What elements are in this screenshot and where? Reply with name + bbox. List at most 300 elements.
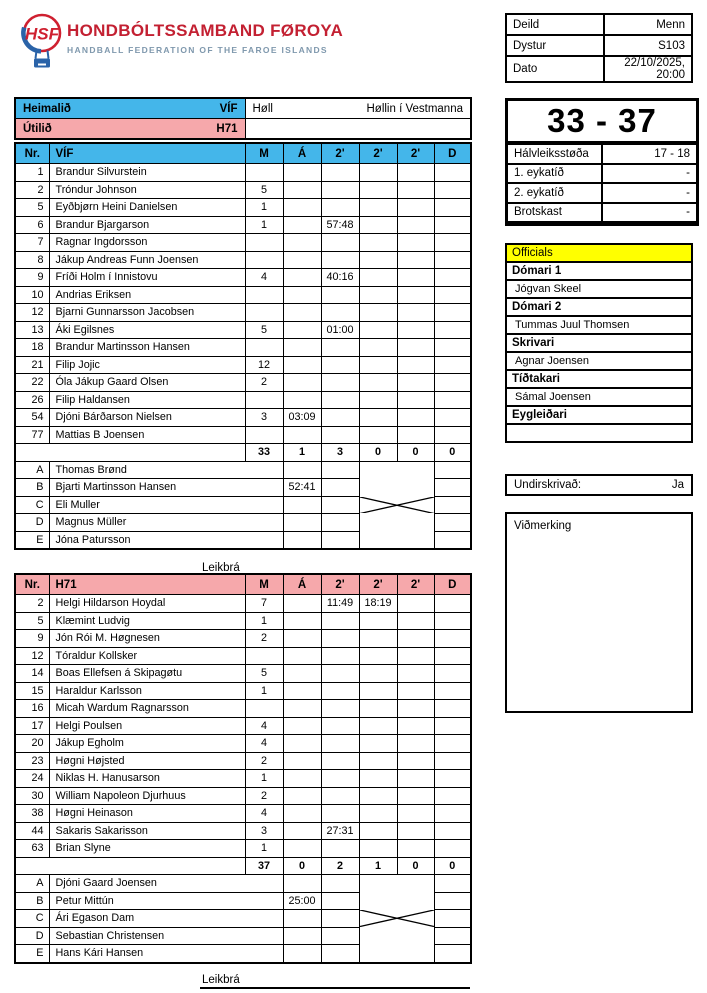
score-detail-rows	[508, 144, 696, 222]
roster-header-row	[15, 574, 471, 595]
goals-cell: 12	[245, 356, 283, 374]
bench-letter: E	[15, 531, 49, 549]
bench-name: Eli Muller	[49, 496, 283, 514]
suspension1-cell	[321, 461, 359, 479]
suspension3-cell	[397, 426, 434, 444]
player-row	[15, 665, 471, 683]
player-name: Fríði Holm í Innistovu	[49, 269, 245, 287]
player-number: 5	[15, 612, 49, 630]
disqualification-cell	[434, 700, 471, 718]
player-name: Áki Egilsnes	[49, 321, 245, 339]
col-header-suspension2: 2'	[359, 574, 397, 595]
totals-spacer	[15, 444, 245, 462]
suspension3-cell	[397, 269, 434, 287]
warning-cell	[283, 927, 321, 945]
player-row	[15, 286, 471, 304]
warning-cell: 25:00	[283, 892, 321, 910]
suspension3-cell	[397, 251, 434, 269]
disqualification-cell	[434, 840, 471, 858]
goals-cell	[245, 286, 283, 304]
player-name: Sakaris Sakarisson	[49, 822, 245, 840]
player-row	[15, 164, 471, 182]
warning-cell	[283, 269, 321, 287]
player-name: Helgi Hildarson Hoydal	[49, 595, 245, 613]
player-row	[15, 805, 471, 823]
suspension3-cell	[397, 181, 434, 199]
suspension1-cell	[321, 700, 359, 718]
official-role-row	[506, 406, 692, 424]
suspension1-cell	[321, 735, 359, 753]
player-row	[15, 391, 471, 409]
warning-cell	[283, 595, 321, 613]
warning-cell	[283, 700, 321, 718]
disqualification-cell	[434, 805, 471, 823]
warning-cell	[283, 531, 321, 549]
col-header-team: H71	[49, 574, 245, 595]
disqualification-cell	[434, 339, 471, 357]
score-box	[505, 98, 699, 226]
player-number: 2	[15, 595, 49, 613]
player-name: Høgni Heinason	[49, 805, 245, 823]
official-role: Tíðtakari	[506, 370, 692, 388]
suspension1-cell	[321, 531, 359, 549]
suspension1-cell	[321, 682, 359, 700]
away-team-label: Útilið	[23, 122, 52, 135]
suspension3-cell	[397, 339, 434, 357]
suspension1-cell	[321, 892, 359, 910]
suspension1-cell	[321, 665, 359, 683]
col-header-warning: Á	[283, 143, 321, 164]
goals-cell: 1	[245, 682, 283, 700]
disqualification-cell	[434, 199, 471, 217]
score-detail-value: -	[602, 203, 696, 223]
home-team-name: VÍF	[219, 102, 238, 115]
disqualification-cell	[434, 822, 471, 840]
bench-letter: B	[15, 892, 49, 910]
goals-cell: 1	[245, 612, 283, 630]
player-row	[15, 682, 471, 700]
total-disqualification: 0	[434, 444, 471, 462]
bench-name: Hans Kári Hansen	[49, 945, 283, 963]
suspension2-cell	[359, 426, 397, 444]
player-number: 30	[15, 787, 49, 805]
suspension3-cell	[397, 840, 434, 858]
official-role: Dómari 2	[506, 298, 692, 316]
player-number: 13	[15, 321, 49, 339]
suspension1-cell	[321, 304, 359, 322]
suspension2-cell	[359, 735, 397, 753]
player-number: 5	[15, 199, 49, 217]
warning-cell	[283, 286, 321, 304]
home-leikbra-label: Leikbrá	[200, 562, 470, 577]
suspension1-cell	[321, 875, 359, 893]
goals-cell	[245, 164, 283, 182]
disqualification-cell	[434, 286, 471, 304]
disqualification-cell	[434, 910, 471, 928]
suspension1-cell: 57:48	[321, 216, 359, 234]
player-row	[15, 840, 471, 858]
player-row	[15, 199, 471, 217]
suspension1-cell	[321, 514, 359, 532]
player-name: Klæmint Ludvig	[49, 612, 245, 630]
player-row	[15, 717, 471, 735]
goals-cell: 4	[245, 269, 283, 287]
disqualification-cell	[434, 735, 471, 753]
col-header-disqualification: D	[434, 574, 471, 595]
col-header-suspension3: 2'	[397, 574, 434, 595]
suspension3-cell	[397, 286, 434, 304]
suspension2-cell	[359, 304, 397, 322]
warning-cell	[283, 875, 321, 893]
suspension3-cell	[397, 234, 434, 252]
official-role: Dómari 1	[506, 262, 692, 280]
warning-cell	[283, 612, 321, 630]
player-row	[15, 339, 471, 357]
warning-cell	[283, 735, 321, 753]
suspension1-cell	[321, 391, 359, 409]
disqualification-cell	[434, 479, 471, 497]
signature-label: Undirskrivað:	[514, 479, 582, 491]
col-header-disqualification: D	[434, 143, 471, 164]
match-info-label: Deild	[506, 14, 604, 35]
official-role-row	[506, 298, 692, 316]
player-name: Ragnar Ingdorsson	[49, 234, 245, 252]
player-number: 18	[15, 339, 49, 357]
suspension3-cell	[397, 199, 434, 217]
disqualification-cell	[434, 321, 471, 339]
match-info-label: Dystur	[506, 35, 604, 56]
hall-name: Høllin í Vestmanna	[366, 102, 463, 115]
score-detail-row	[508, 144, 696, 164]
suspension3-cell	[397, 321, 434, 339]
suspension2-cell: 18:19	[359, 595, 397, 613]
suspension2-cell	[359, 700, 397, 718]
suspension3-cell	[397, 216, 434, 234]
home-roster-table	[14, 142, 472, 550]
disqualification-cell	[434, 461, 471, 479]
official-role: Eygleiðari	[506, 406, 692, 424]
player-name: Tóraldur Kollsker	[49, 647, 245, 665]
crossed-out-cell	[359, 461, 434, 549]
warning-cell	[283, 426, 321, 444]
suspension1-cell	[321, 752, 359, 770]
suspension2-cell	[359, 409, 397, 427]
away-team-row	[15, 119, 471, 140]
score-detail-value: -	[602, 164, 696, 184]
goals-cell: 1	[245, 199, 283, 217]
goals-cell: 2	[245, 752, 283, 770]
bench-letter: A	[15, 461, 49, 479]
disqualification-cell	[434, 391, 471, 409]
player-name: Eyðbjørn Heini Danielsen	[49, 199, 245, 217]
suspension2-cell	[359, 356, 397, 374]
disqualification-cell	[434, 514, 471, 532]
disqualification-cell	[434, 665, 471, 683]
suspension2-cell	[359, 321, 397, 339]
suspension1-cell	[321, 426, 359, 444]
player-name: Boas Ellefsen á Skipagøtu	[49, 665, 245, 683]
warning-cell	[283, 630, 321, 648]
away-roster-table	[14, 573, 472, 964]
official-role-row	[506, 262, 692, 280]
warning-cell	[283, 391, 321, 409]
cross-icon	[360, 910, 434, 927]
goals-cell	[245, 426, 283, 444]
remarks-box	[505, 512, 693, 713]
warning-cell	[283, 840, 321, 858]
disqualification-cell	[434, 531, 471, 549]
suspension1-cell	[321, 356, 359, 374]
hall-label: Høll	[252, 102, 273, 115]
suspension2-cell	[359, 339, 397, 357]
player-row	[15, 700, 471, 718]
suspension3-cell	[397, 735, 434, 753]
suspension3-cell	[397, 805, 434, 823]
warning-cell	[283, 496, 321, 514]
warning-cell	[283, 304, 321, 322]
player-name: Helgi Poulsen	[49, 717, 245, 735]
goals-cell	[245, 391, 283, 409]
suspension3-cell	[397, 682, 434, 700]
suspension2-cell	[359, 374, 397, 392]
goals-cell: 5	[245, 321, 283, 339]
disqualification-cell	[434, 356, 471, 374]
total-goals: 37	[245, 857, 283, 875]
warning-cell	[283, 805, 321, 823]
suspension2-cell	[359, 840, 397, 858]
suspension2-cell	[359, 630, 397, 648]
player-row	[15, 770, 471, 788]
official-name-row	[506, 352, 692, 370]
totals-row	[15, 857, 471, 875]
officials-table	[505, 243, 693, 443]
player-row	[15, 356, 471, 374]
player-number: 20	[15, 735, 49, 753]
suspension1-cell	[321, 286, 359, 304]
match-info-value: 22/10/2025, 20:00	[604, 56, 692, 82]
roster-header-row	[15, 143, 471, 164]
player-number: 2	[15, 181, 49, 199]
warning-cell	[283, 822, 321, 840]
bench-letter: C	[15, 910, 49, 928]
player-name: Filip Haldansen	[49, 391, 245, 409]
player-row	[15, 374, 471, 392]
player-number: 38	[15, 805, 49, 823]
player-number: 44	[15, 822, 49, 840]
warning-cell	[283, 181, 321, 199]
goals-cell: 1	[245, 840, 283, 858]
suspension2-cell	[359, 647, 397, 665]
player-name: Bjarni Gunnarsson Jacobsen	[49, 304, 245, 322]
player-row	[15, 216, 471, 234]
goals-cell: 4	[245, 717, 283, 735]
player-row	[15, 595, 471, 613]
official-role: Skrivari	[506, 334, 692, 352]
player-number: 21	[15, 356, 49, 374]
player-number: 16	[15, 700, 49, 718]
total-warning: 0	[283, 857, 321, 875]
official-name: Sámal Joensen	[506, 388, 692, 406]
suspension2-cell	[359, 199, 397, 217]
hall-cell	[245, 98, 471, 119]
col-header-suspension2: 2'	[359, 143, 397, 164]
away-leikbra-label: Leikbrá	[200, 974, 470, 989]
suspension1-cell	[321, 164, 359, 182]
disqualification-cell	[434, 216, 471, 234]
warning-cell	[283, 164, 321, 182]
player-name: Andrias Eriksen	[49, 286, 245, 304]
player-number: 26	[15, 391, 49, 409]
suspension1-cell	[321, 374, 359, 392]
warning-cell	[283, 339, 321, 357]
goals-cell: 5	[245, 665, 283, 683]
disqualification-cell	[434, 304, 471, 322]
player-number: 12	[15, 647, 49, 665]
suspension1-cell	[321, 770, 359, 788]
bench-letter: A	[15, 875, 49, 893]
player-name: Micah Wardum Ragnarsson	[49, 700, 245, 718]
totals-row	[15, 444, 471, 462]
disqualification-cell	[434, 181, 471, 199]
player-number: 23	[15, 752, 49, 770]
player-name: Jákup Egholm	[49, 735, 245, 753]
cross-icon	[360, 497, 434, 514]
col-header-suspension3: 2'	[397, 143, 434, 164]
suspension3-cell	[397, 787, 434, 805]
total-disqualification: 0	[434, 857, 471, 875]
bench-name: Ári Egason Dam	[49, 910, 283, 928]
suspension3-cell	[397, 700, 434, 718]
official-role-row	[506, 334, 692, 352]
match-info-row	[506, 56, 692, 82]
suspension1-cell	[321, 199, 359, 217]
bench-name: Djóni Gaard Joensen	[49, 875, 283, 893]
bench-name: Petur Mittún	[49, 892, 283, 910]
goals-cell: 4	[245, 805, 283, 823]
suspension1-cell	[321, 840, 359, 858]
disqualification-cell	[434, 717, 471, 735]
hsf-logo-icon	[20, 12, 64, 69]
player-row	[15, 612, 471, 630]
suspension2-cell	[359, 216, 397, 234]
suspension2-cell	[359, 234, 397, 252]
signature-value: Ja	[671, 479, 684, 491]
suspension3-cell	[397, 647, 434, 665]
disqualification-cell	[434, 426, 471, 444]
player-row	[15, 752, 471, 770]
suspension3-cell	[397, 770, 434, 788]
warning-cell	[283, 251, 321, 269]
player-name: Jákup Andreas Funn Joensen	[49, 251, 245, 269]
suspension1-cell	[321, 181, 359, 199]
goals-cell: 1	[245, 770, 283, 788]
score-detail-row	[508, 164, 696, 184]
score-detail-label: 1. eykatíð	[508, 164, 602, 184]
match-info-value: Menn	[604, 14, 692, 35]
col-header-suspension1: 2'	[321, 574, 359, 595]
player-number: 10	[15, 286, 49, 304]
col-header-nr: Nr.	[15, 143, 49, 164]
remarks-label: Viðmerking	[514, 520, 572, 532]
col-header-suspension1: 2'	[321, 143, 359, 164]
total-suspension3: 0	[397, 857, 434, 875]
suspension1-cell	[321, 479, 359, 497]
away-leikbra	[14, 974, 470, 989]
away-team-name: H71	[216, 122, 238, 135]
warning-cell	[283, 216, 321, 234]
total-goals: 33	[245, 444, 283, 462]
suspension1-cell	[321, 910, 359, 928]
player-row	[15, 234, 471, 252]
suspension1-cell	[321, 717, 359, 735]
home-team-row	[15, 98, 471, 119]
crossed-out-cell	[359, 875, 434, 963]
teams-header-table	[14, 97, 472, 140]
official-role-row	[506, 370, 692, 388]
player-name: Brandur Bjargarson	[49, 216, 245, 234]
suspension2-cell	[359, 612, 397, 630]
warning-cell	[283, 787, 321, 805]
disqualification-cell	[434, 682, 471, 700]
org-subtitle: HANDBALL FEDERATION OF THE FAROE ISLANDS	[67, 45, 328, 55]
warning-cell	[283, 514, 321, 532]
goals-cell: 4	[245, 735, 283, 753]
bench-name: Magnus Müller	[49, 514, 283, 532]
total-suspension1: 3	[321, 444, 359, 462]
suspension1-cell	[321, 805, 359, 823]
player-number: 9	[15, 630, 49, 648]
suspension3-cell	[397, 612, 434, 630]
player-row	[15, 181, 471, 199]
disqualification-cell	[434, 496, 471, 514]
official-name-row	[506, 280, 692, 298]
disqualification-cell	[434, 945, 471, 963]
disqualification-cell	[434, 752, 471, 770]
bench-letter: B	[15, 479, 49, 497]
player-name: Tróndur Johnson	[49, 181, 245, 199]
suspension2-cell	[359, 251, 397, 269]
suspension1-cell: 11:49	[321, 595, 359, 613]
player-row	[15, 426, 471, 444]
disqualification-cell	[434, 612, 471, 630]
player-name: Djóni Bárðarson Nielsen	[49, 409, 245, 427]
col-header-goals: M	[245, 574, 283, 595]
score-detail-row	[508, 203, 696, 223]
suspension1-cell	[321, 647, 359, 665]
suspension3-cell	[397, 374, 434, 392]
player-name: Høgni Højsted	[49, 752, 245, 770]
bench-name: Thomas Brønd	[49, 461, 283, 479]
player-number: 12	[15, 304, 49, 322]
goals-cell	[245, 647, 283, 665]
total-warning: 1	[283, 444, 321, 462]
bench-row	[15, 461, 471, 479]
suspension3-cell	[397, 409, 434, 427]
col-header-goals: M	[245, 143, 283, 164]
suspension2-cell	[359, 164, 397, 182]
suspension2-cell	[359, 787, 397, 805]
player-row	[15, 822, 471, 840]
suspension3-cell	[397, 717, 434, 735]
warning-cell	[283, 321, 321, 339]
warning-cell	[283, 665, 321, 683]
player-row	[15, 787, 471, 805]
warning-cell	[283, 752, 321, 770]
goals-cell: 3	[245, 409, 283, 427]
disqualification-cell	[434, 269, 471, 287]
goals-cell	[245, 234, 283, 252]
suspension2-cell	[359, 181, 397, 199]
